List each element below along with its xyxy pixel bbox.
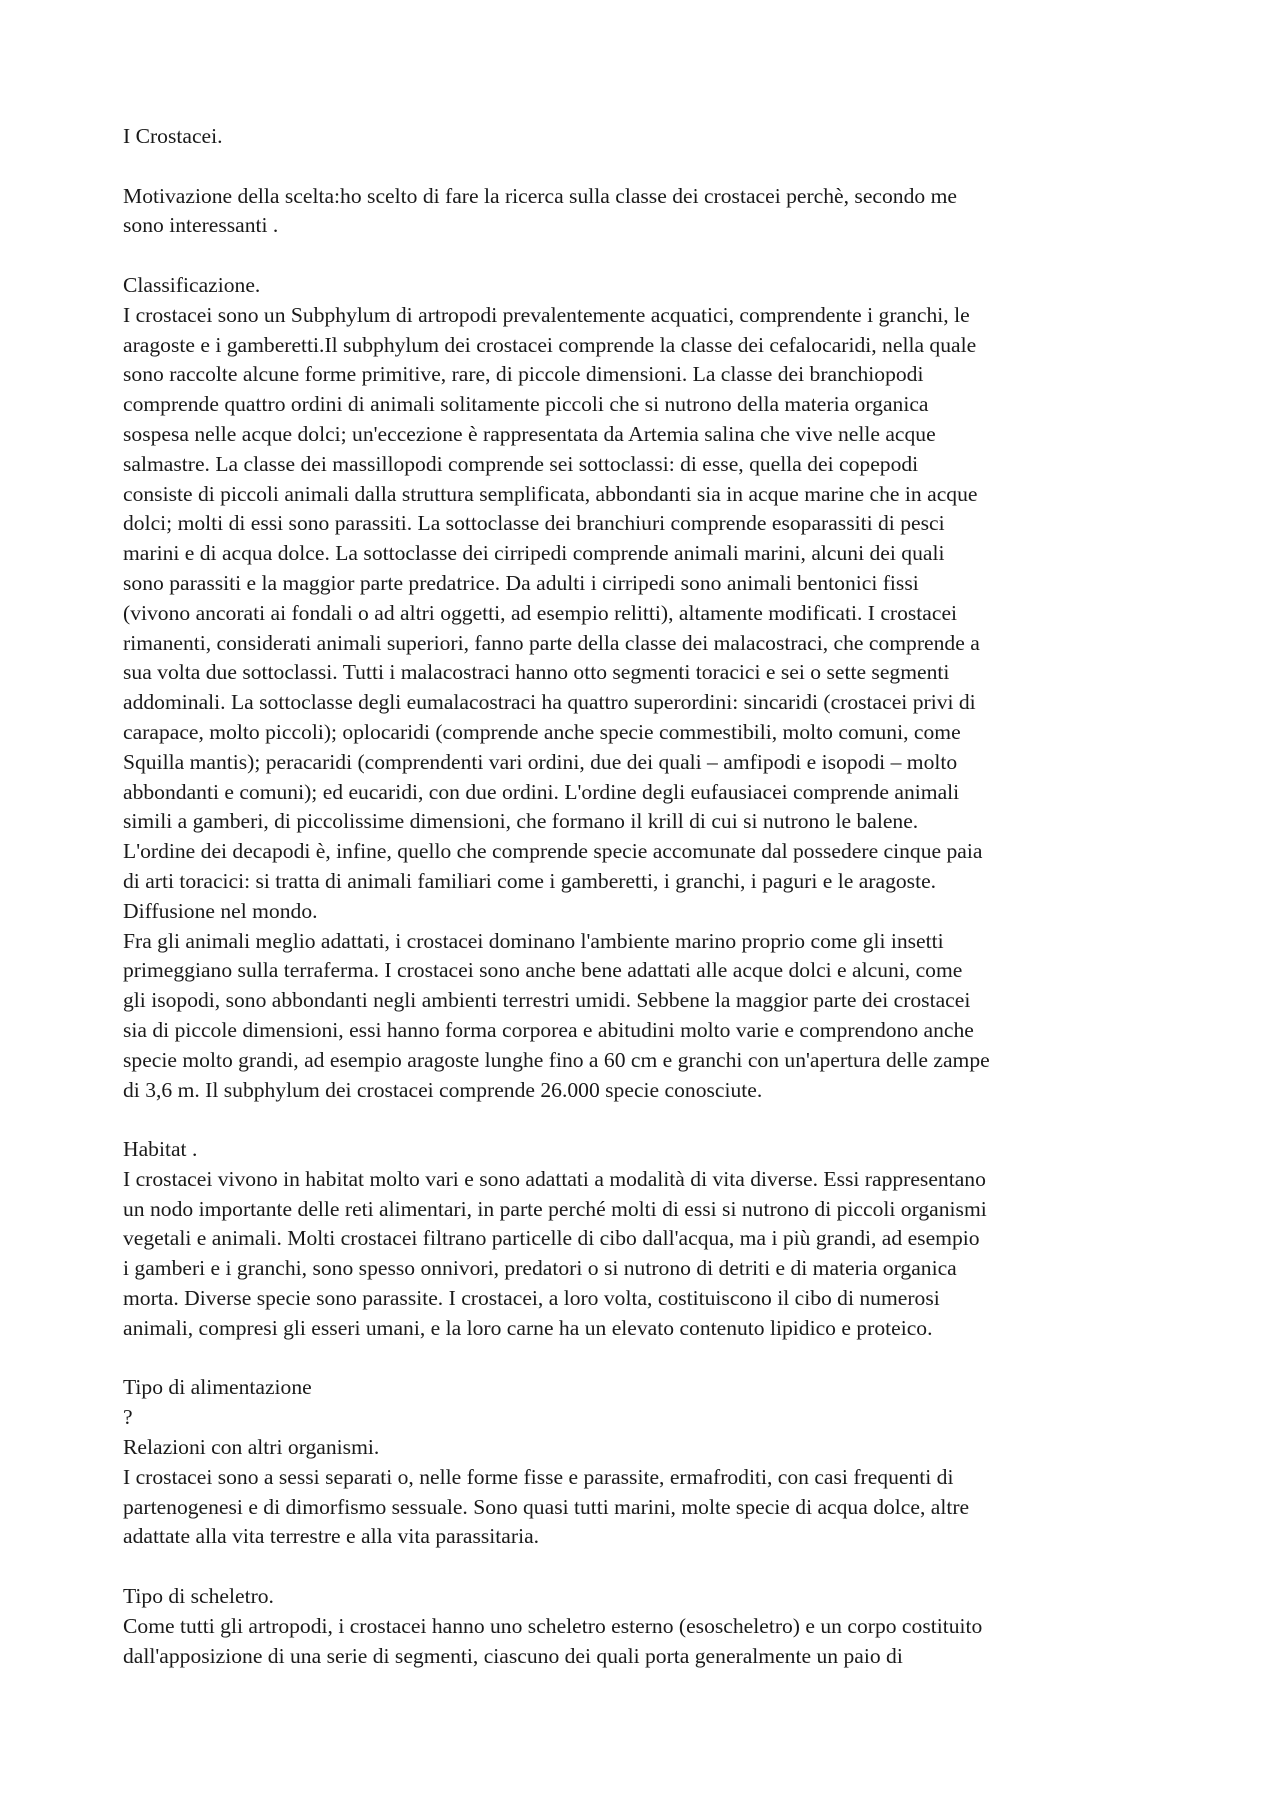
relations-heading: Relazioni con altri organismi. xyxy=(123,1435,380,1460)
diffusion-line: Fra gli animali meglio adattati, i crostacei dominano l'ambiente marino proprio come gli insetti xyxy=(123,928,944,953)
document-title: I Crostacei. xyxy=(123,124,223,148)
classification-line: rimanenti, considerati animali superiori, fanno parte della classe dei malacostraci, che comprende a xyxy=(123,630,980,655)
spacer xyxy=(123,1344,1183,1374)
habitat-line: un nodo importante delle reti alimentari, in parte perché molti di essi si nutrono di piccoli organismi xyxy=(123,1196,987,1221)
spacer xyxy=(123,241,1183,271)
skeleton-line: dall'apposizione di una serie di segmenti, ciascuno dei quali porta generalmente un paio di xyxy=(123,1643,903,1668)
diffusion-heading: Diffusione nel mondo. xyxy=(123,898,318,923)
habitat-line: morta. Diverse specie sono parassite. I crostacei, a loro volta, costituiscono il cibo di numerosi xyxy=(123,1286,940,1311)
classification-line: I crostacei sono un Subphylum di artropodi prevalentemente acquatici, comprendente i granchi, le xyxy=(123,302,970,327)
spacer xyxy=(123,1105,1183,1135)
classification-line: (vivono ancorati ai fondali o ad altri oggetti, ad esempio relitti), altamente modificati. I crostacei xyxy=(123,600,958,625)
classification-line: simili a gamberi, di piccolissime dimensioni, che formano il krill di cui si nutrono le balene. xyxy=(123,809,919,834)
classification-line: abbondanti e comuni); ed eucaridi, con due ordini. L'ordine degli eufausiacei comprende animali xyxy=(123,779,960,804)
classification-line: aragoste e i gamberetti.Il subphylum dei crostacei comprende la classe dei cefalocaridi, nella quale xyxy=(123,332,977,357)
classification-line: Squilla mantis); peracaridi (comprendenti vari ordini, due dei quali – amfipodi e isopodi – molto xyxy=(123,749,958,774)
classification-line: addominali. La sottoclasse degli eumalacostraci ha quattro superordini: sincaridi (crostacei privi di xyxy=(123,690,976,715)
classification-heading: Classificazione. xyxy=(123,272,261,297)
classification-line: comprende quattro ordini di animali solitamente piccoli che si nutrono della materia organica xyxy=(123,392,929,417)
classification-line: dolci; molti di essi sono parassiti. La sottoclasse dei branchiuri comprende esoparassiti di pesci xyxy=(123,511,945,536)
spacer xyxy=(123,152,1183,182)
classification-line: carapace, molto piccoli); oplocaridi (comprende anche specie commestibili, molto comuni, come xyxy=(123,719,961,744)
feeding-heading: Tipo di alimentazione xyxy=(123,1375,312,1400)
classification-line: salmastre. La classe dei massillopodi comprende sei sottoclassi: di esse, quella dei copepodi xyxy=(123,451,919,476)
classification-line: di arti toracici: si tratta di animali familiari come i gamberetti, i granchi, i paguri e le aragoste. xyxy=(123,868,937,893)
classification-line: L'ordine dei decapodi è, infine, quello che comprende specie accomunate dal possedere cinque paia xyxy=(123,839,983,864)
diffusion-line: gli isopodi, sono abbondanti negli ambienti terrestri umidi. Sebbene la maggior parte dei crostacei xyxy=(123,988,971,1013)
feeding-text: ? xyxy=(123,1405,133,1430)
skeleton-line: Come tutti gli artropodi, i crostacei hanno uno scheletro esterno (esoscheletro) e un corpo costituito xyxy=(123,1613,983,1638)
habitat-line: vegetali e animali. Molti crostacei filtrano particelle di cibo dall'acqua, ma i più grandi, ad esempio xyxy=(123,1226,980,1251)
motivation-line: Motivazione della scelta:ho scelto di fare la ricerca sulla classe dei crostacei perchè, secondo me xyxy=(123,183,957,208)
document-page xyxy=(123,122,1183,1671)
classification-line: sono raccolte alcune forme primitive, rare, di piccole dimensioni. La classe dei branchiopodi xyxy=(123,362,924,387)
classification-line: sua volta due sottoclassi. Tutti i malacostraci hanno otto segmenti toracici e sei o sette segmenti xyxy=(123,660,950,685)
classification-line: sospesa nelle acque dolci; un'eccezione è rappresentata da Artemia salina che vive nelle acque xyxy=(123,421,936,446)
classification-line: sono parassiti e la maggior parte predatrice. Da adulti i cirripedi sono animali bentonici fissi xyxy=(123,570,919,595)
habitat-line: animali, compresi gli esseri umani, e la loro carne ha un elevato contenuto lipidico e proteico. xyxy=(123,1315,933,1340)
diffusion-line: di 3,6 m. Il subphylum dei crostacei comprende 26.000 specie conosciute. xyxy=(123,1077,763,1102)
classification-line: consiste di piccoli animali dalla struttura semplificata, abbondanti sia in acque marine che in acque xyxy=(123,481,978,506)
habitat-line: i gamberi e i granchi, sono spesso onnivori, predatori o si nutrono di detriti e di materia organica xyxy=(123,1256,957,1281)
diffusion-line: primeggiano sulla terraferma. I crostacei sono anche bene adattati alle acque dolci e alcuni, come xyxy=(123,958,963,983)
diffusion-line: specie molto grandi, ad esempio aragoste lunghe fino a 60 cm e granchi con un'apertura delle zampe xyxy=(123,1047,990,1072)
skeleton-heading: Tipo di scheletro. xyxy=(123,1584,274,1609)
relations-line: partenogenesi e di dimorfismo sessuale. Sono quasi tutti marini, molte specie di acqua dolce, altre xyxy=(123,1494,970,1519)
classification-line: marini e di acqua dolce. La sottoclasse dei cirripedi comprende animali marini, alcuni dei quali xyxy=(123,541,945,566)
motivation-line: sono interessanti . xyxy=(123,213,279,238)
habitat-line: I crostacei vivono in habitat molto vari e sono adattati a modalità di vita diverse. Essi rappresentano xyxy=(123,1166,986,1191)
relations-line: adattate alla vita terrestre e alla vita parassitaria. xyxy=(123,1524,540,1549)
spacer xyxy=(123,1552,1183,1582)
habitat-heading: Habitat . xyxy=(123,1137,198,1162)
diffusion-line: sia di piccole dimensioni, essi hanno forma corporea e abitudini molto varie e comprendono anche xyxy=(123,1017,974,1042)
relations-line: I crostacei sono a sessi separati o, nelle forme fisse e parassite, ermafroditi, con casi frequenti di xyxy=(123,1464,954,1489)
